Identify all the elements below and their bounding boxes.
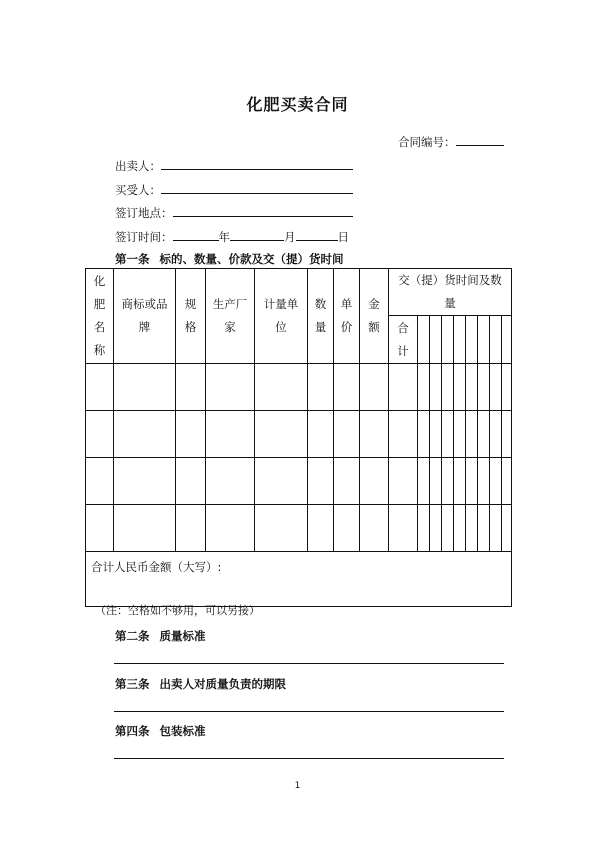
table-cell[interactable] xyxy=(454,364,466,411)
delivery-date-cell[interactable] xyxy=(466,316,478,364)
table-cell[interactable] xyxy=(176,458,206,505)
table-cell[interactable] xyxy=(389,411,418,458)
table-cell[interactable] xyxy=(454,458,466,505)
article-2-heading xyxy=(115,628,206,644)
header-unit: 计量单 位 xyxy=(255,269,308,364)
table-cell[interactable] xyxy=(502,411,512,458)
article-3-title: 出卖人对质量负责的期限 xyxy=(159,677,286,691)
table-cell[interactable] xyxy=(466,411,478,458)
article-3-blank-line[interactable] xyxy=(114,711,504,712)
table-cell[interactable] xyxy=(334,411,360,458)
table-cell[interactable] xyxy=(360,505,389,552)
table-cell[interactable] xyxy=(176,411,206,458)
article-4-heading xyxy=(115,723,206,739)
article-4-number: 第四条 xyxy=(115,724,150,738)
seller-blank[interactable] xyxy=(161,157,353,170)
header-delivery: 交（提）货时间及数 量 xyxy=(389,269,512,316)
table-cell[interactable] xyxy=(114,458,176,505)
table-cell[interactable] xyxy=(206,458,255,505)
total-amount-cell[interactable] xyxy=(86,552,512,607)
table-row xyxy=(86,458,512,505)
table-cell[interactable] xyxy=(86,458,114,505)
header-fertilizer-name: 化 肥 名 称 xyxy=(86,269,114,364)
table-cell[interactable] xyxy=(490,364,502,411)
table-cell[interactable] xyxy=(478,364,490,411)
table-cell[interactable] xyxy=(466,458,478,505)
table-cell[interactable] xyxy=(255,411,308,458)
table-cell[interactable] xyxy=(430,364,442,411)
delivery-date-cell[interactable] xyxy=(478,316,490,364)
article-4-title: 包装标准 xyxy=(159,724,206,738)
table-cell[interactable] xyxy=(114,505,176,552)
table-cell[interactable] xyxy=(308,458,334,505)
table-cell[interactable] xyxy=(206,411,255,458)
table-cell[interactable] xyxy=(490,458,502,505)
seller-label: 出卖人： xyxy=(115,159,161,173)
month-blank[interactable] xyxy=(230,228,284,241)
table-cell[interactable] xyxy=(430,505,442,552)
page-number: 1 xyxy=(294,781,301,791)
header-spec: 规 格 xyxy=(176,269,206,364)
table-cell[interactable] xyxy=(308,411,334,458)
table-cell[interactable] xyxy=(490,411,502,458)
delivery-date-cell[interactable] xyxy=(430,316,442,364)
table-header-row xyxy=(86,269,512,316)
date-field xyxy=(115,228,349,245)
header-unit-price: 单 价 xyxy=(334,269,360,364)
delivery-date-cell[interactable] xyxy=(454,316,466,364)
table-row xyxy=(86,411,512,458)
table-cell[interactable] xyxy=(389,505,418,552)
table-cell[interactable] xyxy=(389,458,418,505)
article-1-heading xyxy=(115,251,344,267)
month-label: 月 xyxy=(284,230,296,244)
table-cell[interactable] xyxy=(206,505,255,552)
table-cell[interactable] xyxy=(360,364,389,411)
table-cell[interactable] xyxy=(176,505,206,552)
header-brand: 商标或品 牌 xyxy=(114,269,176,364)
contract-number-label: 合同编号： xyxy=(398,135,456,149)
table-cell[interactable] xyxy=(442,364,454,411)
buyer-blank[interactable] xyxy=(161,181,353,194)
seller-field xyxy=(115,157,353,174)
place-label: 签订地点： xyxy=(115,206,173,220)
table-cell[interactable] xyxy=(430,458,442,505)
table-cell[interactable] xyxy=(308,364,334,411)
table-cell[interactable] xyxy=(334,458,360,505)
contract-number-blank[interactable] xyxy=(456,133,504,146)
table-note: （注：空格如不够用，可以另接） xyxy=(95,604,260,617)
table-cell[interactable] xyxy=(86,364,114,411)
table-row xyxy=(86,364,512,411)
table-cell[interactable] xyxy=(478,505,490,552)
buyer-label: 买受人： xyxy=(115,183,161,197)
table-cell[interactable] xyxy=(466,505,478,552)
table-cell[interactable] xyxy=(176,364,206,411)
table-cell[interactable] xyxy=(334,364,360,411)
article-2-title: 质量标准 xyxy=(159,629,206,643)
table-cell[interactable] xyxy=(478,411,490,458)
table-cell[interactable] xyxy=(114,364,176,411)
total-amount-label: 合计人民币金额（大写）: xyxy=(91,560,222,574)
day-blank[interactable] xyxy=(296,228,338,241)
table-cell[interactable] xyxy=(86,411,114,458)
delivery-date-cell[interactable] xyxy=(502,316,512,364)
year-blank[interactable] xyxy=(173,228,219,241)
table-cell[interactable] xyxy=(418,411,430,458)
table-cell[interactable] xyxy=(418,458,430,505)
table-cell[interactable] xyxy=(86,505,114,552)
header-manufacturer: 生产厂 家 xyxy=(206,269,255,364)
table-cell[interactable] xyxy=(114,411,176,458)
delivery-date-cell[interactable] xyxy=(490,316,502,364)
table-cell[interactable] xyxy=(490,505,502,552)
table-cell[interactable] xyxy=(478,458,490,505)
table-row xyxy=(86,505,512,552)
article-3-number: 第三条 xyxy=(115,677,150,691)
article-1-number: 第一条 xyxy=(115,252,150,266)
delivery-date-cell[interactable] xyxy=(418,316,430,364)
table-cell[interactable] xyxy=(418,364,430,411)
year-label: 年 xyxy=(218,230,230,244)
table-cell[interactable] xyxy=(308,505,334,552)
article-3-heading xyxy=(115,676,286,692)
document-title: 化肥买卖合同 xyxy=(246,95,349,114)
article-4-blank-line[interactable] xyxy=(114,758,504,759)
table-cell[interactable] xyxy=(502,458,512,505)
date-label: 签订时间： xyxy=(115,230,173,244)
goods-table xyxy=(85,268,512,607)
article-1-title: 标的、数量、价款及交（提）货时间 xyxy=(159,252,344,266)
table-cell[interactable] xyxy=(255,458,308,505)
table-cell[interactable] xyxy=(442,458,454,505)
buyer-field xyxy=(115,181,353,198)
table-cell[interactable] xyxy=(334,505,360,552)
place-field xyxy=(115,204,353,221)
contract-number xyxy=(398,133,504,150)
table-cell[interactable] xyxy=(430,411,442,458)
header-quantity: 数 量 xyxy=(308,269,334,364)
delivery-date-cell[interactable] xyxy=(442,316,454,364)
header-subtotal: 合 计 xyxy=(389,316,418,364)
place-blank[interactable] xyxy=(173,204,353,217)
table-cell[interactable] xyxy=(454,411,466,458)
table-cell[interactable] xyxy=(442,411,454,458)
day-label: 日 xyxy=(337,230,349,244)
table-cell[interactable] xyxy=(466,364,478,411)
table-cell[interactable] xyxy=(454,505,466,552)
table-total-row xyxy=(86,552,512,607)
article-2-blank-line[interactable] xyxy=(114,663,504,664)
table-cell[interactable] xyxy=(206,364,255,411)
table-cell[interactable] xyxy=(255,505,308,552)
table-cell[interactable] xyxy=(360,458,389,505)
table-cell[interactable] xyxy=(255,364,308,411)
table-cell[interactable] xyxy=(502,505,512,552)
header-amount: 金 额 xyxy=(360,269,389,364)
article-2-number: 第二条 xyxy=(115,629,150,643)
table-cell[interactable] xyxy=(389,364,418,411)
table-cell[interactable] xyxy=(442,505,454,552)
table-cell[interactable] xyxy=(418,505,430,552)
table-cell[interactable] xyxy=(360,411,389,458)
table-cell[interactable] xyxy=(502,364,512,411)
